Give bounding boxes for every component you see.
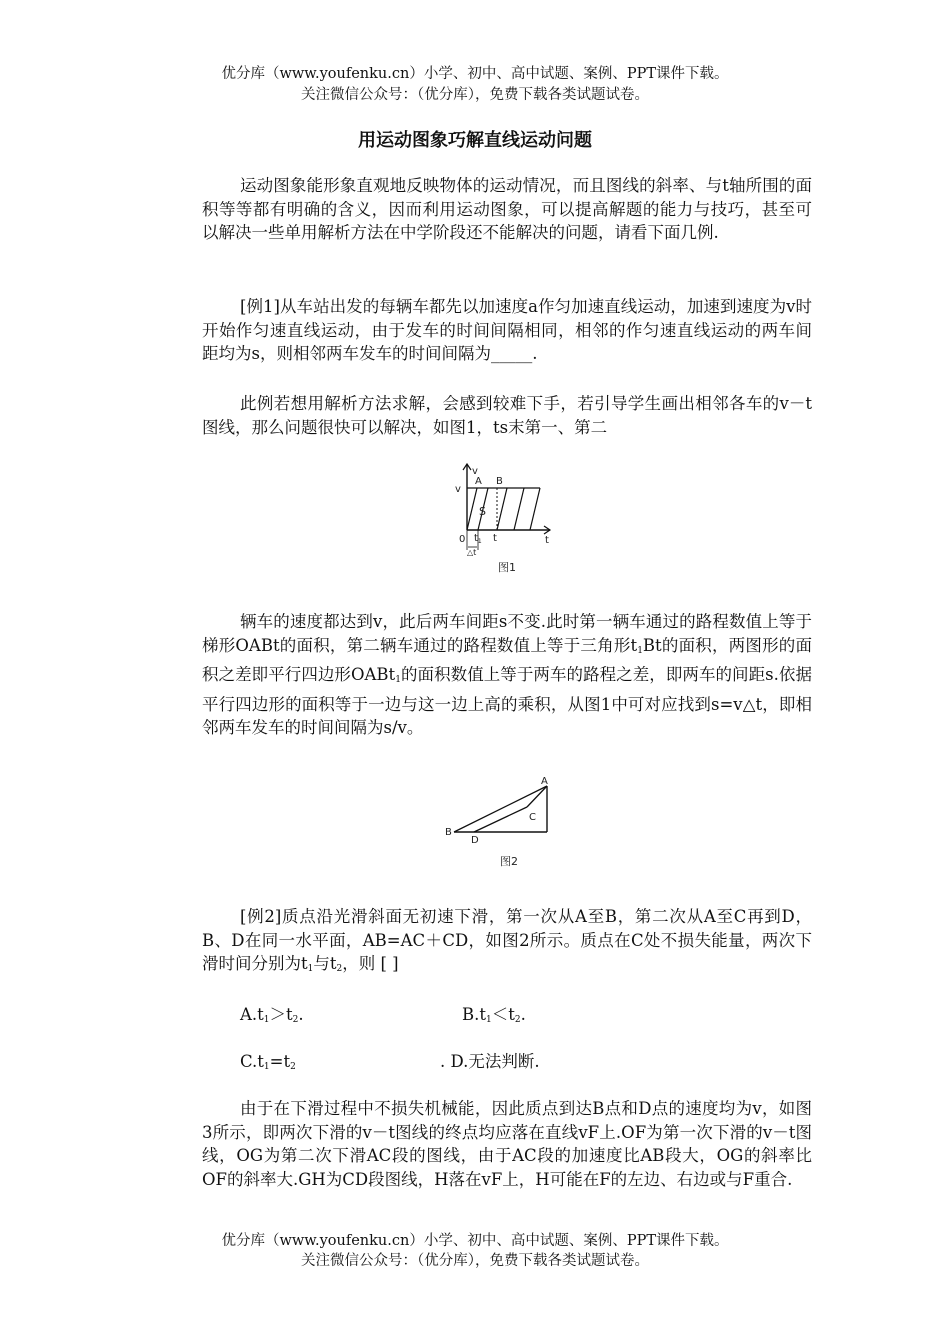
fig1-axis-v-label: v (472, 466, 478, 477)
fig2-caption: 图2 (500, 855, 518, 868)
fig1-axis-t-label: t (545, 535, 549, 546)
fig1-A-label: A (475, 476, 482, 487)
fig1-v-label: v (455, 484, 461, 495)
figure-2 (440, 776, 560, 872)
page-title: 用运动图象巧解直线运动问题 (358, 130, 592, 151)
paragraph-conclusion: 由于在下滑过程中不损失机械能，因此质点到达B点和D点的速度均为v，如图3所示，即两次下滑的v－t图线的终点均应落在直线vF上.OF为第一次下滑的v－t图线，OG为第二次下滑AC段的图线，由于AC段的加速度比AB段大，OG的斜率比OF的斜率大.GH为CD段图线，H落在vF上，H可能在F的左边、右边或与F重合. (202, 1099, 812, 1189)
header-line-2: 关注微信公众号：（优分库），免费下载各类试题试卷。 (301, 87, 649, 103)
paragraph-intro: 运动图象能形象直观地反映物体的运动情况，而且图线的斜率、与t轴所围的面积等等都有明确的含义，因而利用运动图象，可以提高解题的能力与技巧，甚至可以解决一些单用解析方法在中学阶段还不能解决的问题，请看下面几例. (202, 176, 812, 242)
fig1-t1-label: $t_1$ (474, 533, 482, 545)
option-a: $A.t_1>t_2$. (240, 1005, 304, 1025)
fig1-s-label: S (479, 505, 486, 518)
fig1-t-label: t (493, 533, 497, 544)
paragraph-analysis-1: 此例若想用解析方法求解，会感到较难下手，若引导学生画出相邻各车的v－t图线，那么问题很快可以解决，如图1，ts末第一、第二 (202, 394, 812, 437)
header-line-1: 优分库（www.youfenku.cn）小学、初中、高中试题、案例、PPT课件下载。 (221, 66, 729, 82)
fig2-B-label: B (445, 827, 452, 838)
fig1-origin-label: 0 (459, 534, 466, 545)
fig1-delta-t-label: △t (467, 548, 477, 557)
option-c: $C.t_1=t_2$ (240, 1052, 296, 1072)
fig2-A-label: A (541, 776, 548, 787)
paragraph-analysis-2: 辆车的速度都达到v，此后两车间距s不变.此时第一辆车通过的路程数值上等于梯形OABt的面积，第二辆车通过的路程数值上等于三角形$t_1Bt$的面积，两图形的面积之差即平行四边形OABt$_1$的面积数值上等于两车的路程之差，即两车的间距s.依据平行四边形的面积等于一边与这一边上高的乘积，从图1中可对应找到s=v△t，即相邻两车发车的时间间隔为s/v。 (202, 612, 812, 737)
fig2-C-label: C (529, 812, 536, 823)
option-d: . D.无法判断. (440, 1052, 540, 1071)
paragraph-example-1: [例1]从车站出发的每辆车都先以加速度a作匀加速直线运动，加速到速度为v时开始作匀速直线运动，由于发车的时间间隔相同，相邻的作匀速直线运动的两车间距均为s，则相邻两车发车的时间间隔为_____. (202, 297, 812, 363)
option-b: $B.t_1<t_2$. (462, 1005, 526, 1025)
footer-line-2: 关注微信公众号：（优分库），免费下载各类试题试卷。 (301, 1253, 649, 1269)
fig1-caption: 图1 (498, 561, 516, 574)
paragraph-example-2: [例2]质点沿光滑斜面无初速下滑，第一次从A至B，第二次从A至C再到D，B、D在同一水平面，AB=AC＋CD，如图2所示。质点在C处不损失能量，两次下滑时间分别为$t_1$与$t_2$，则 [ ] (202, 907, 812, 974)
footer-line-1: 优分库（www.youfenku.cn）小学、初中、高中试题、案例、PPT课件下载。 (221, 1233, 729, 1249)
fig2-D-label: D (471, 835, 479, 846)
fig1-B-label: B (496, 476, 503, 487)
figure-1 (450, 458, 560, 578)
